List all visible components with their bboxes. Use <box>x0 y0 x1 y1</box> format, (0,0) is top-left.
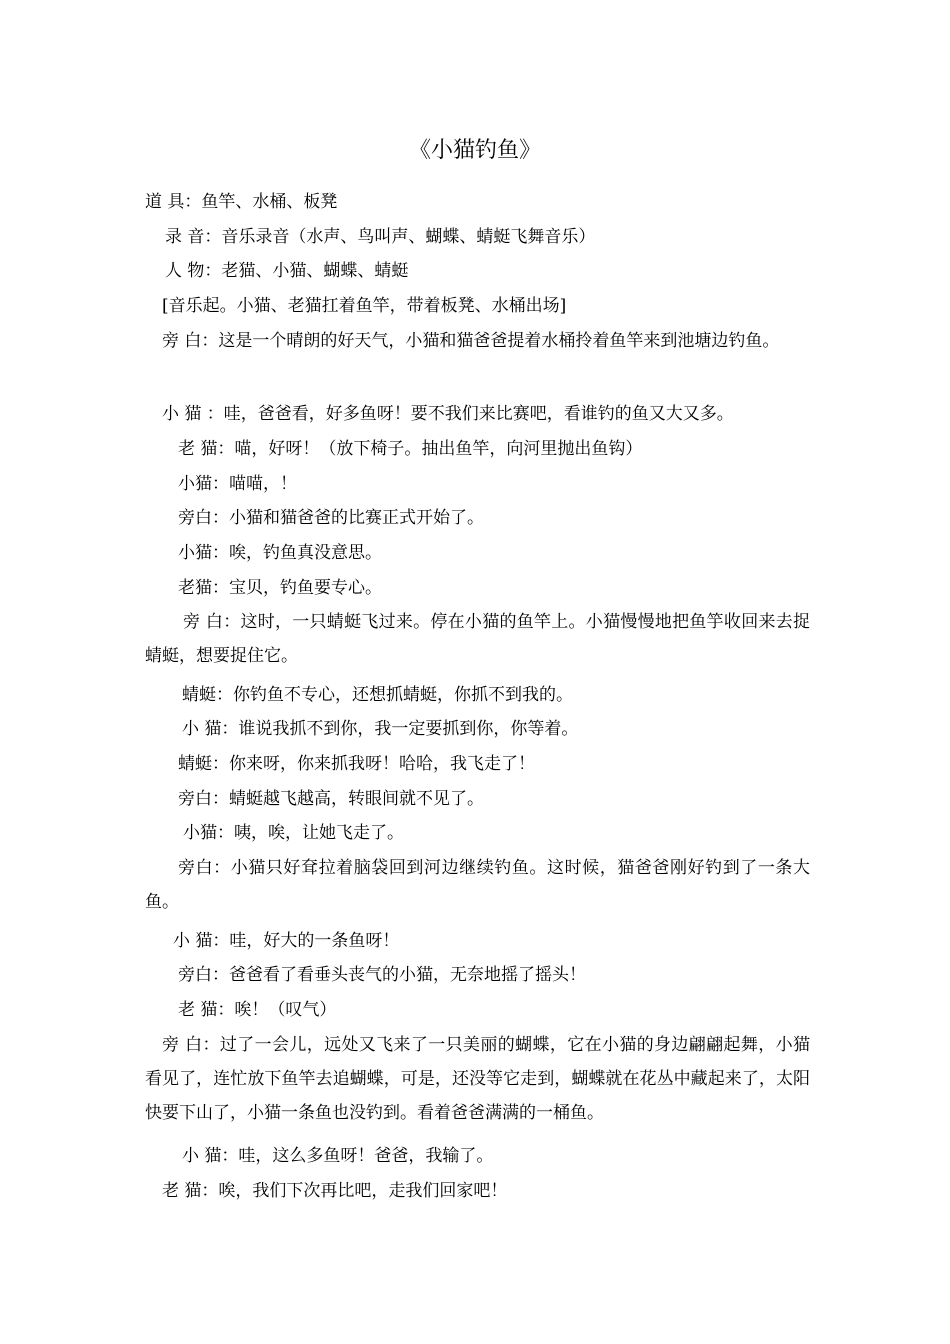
paragraph-narration-7: 旁 白：过了一会儿，远处又飞来了一只美丽的蝴蝶，它在小猫的身边翩翩起舞，小猫看见了，连忙放下鱼竿去追蝴蝶，可是，还没等它走到，蝴蝶就在花丛中藏起来了，太阳快要下山了，小猫一条鱼也没钓到。看着爸爸满满的一桶鱼。 <box>145 1035 810 1123</box>
paragraph-dialogue-8: 蜻蜓：你来呀，你来抓我呀！哈哈，我飞走了！ <box>178 754 535 774</box>
paragraph-dialogue-11: 老 猫：唉！（叹气） <box>178 1000 337 1020</box>
paragraph-dialogue-9: 小猫：咦，唉，让她飞走了。 <box>183 823 404 843</box>
paragraph-dialogue-12: 小 猫：哇，这么多鱼呀！爸爸，我输了。 <box>182 1146 494 1166</box>
paragraph-narration-1: 旁 白：这是一个晴朗的好天气，小猫和猫爸爸提着水桶拎着鱼竿来到池塘边钓鱼。 <box>162 331 780 351</box>
paragraph-dialogue-4: 小猫：唉，钓鱼真没意思。 <box>178 543 382 563</box>
paragraph-props: 道 具：鱼竿、水桶、板凳 <box>145 192 338 212</box>
paragraph-dialogue-13: 老 猫：唉，我们下次再比吧，走我们回家吧！ <box>162 1181 508 1201</box>
paragraph-dialogue-3: 小猫：喵喵，！ <box>178 474 297 494</box>
paragraph-dialogue-2: 老 猫：喵，好呀！（放下椅子。抽出鱼竿，向河里抛出鱼钩） <box>178 439 643 459</box>
paragraph-dialogue-10: 小 猫：哇，好大的一条鱼呀！ <box>173 931 400 951</box>
paragraph-narration-3: 旁 白：这时，一只蜻蜓飞过来。停在小猫的鱼竿上。小猫慢慢地把鱼竽收回来去捉蜻蜓，想要捉住它。 <box>145 612 810 666</box>
paragraph-dialogue-7: 小 猫：谁说我抓不到你，我一定要抓到你，你等着。 <box>182 719 579 739</box>
paragraph-dialogue-5: 老猫：宝贝，钓鱼要专心。 <box>178 578 382 598</box>
paragraph-dialogue-1: 小 猫 ：哇，爸爸看，好多鱼呀！要不我们来比赛吧，看谁钓的鱼又大又多。 <box>162 404 734 424</box>
paragraph-audio: 录 音：音乐录音（水声、鸟叫声、蝴蝶、蜻蜓飞舞音乐） <box>165 227 596 247</box>
paragraph-narration-5: 旁白：小猫只好耷拉着脑袋回到河边继续钓鱼。这时候，猫爸爸刚好钓到了一条大鱼。 <box>145 858 810 912</box>
paragraph-narration-2: 旁白：小猫和猫爸爸的比赛正式开始了。 <box>178 508 484 528</box>
paragraph-dialogue-6: 蜻蜓：你钓鱼不专心，还想抓蜻蜓，你抓不到我的。 <box>182 685 573 705</box>
paragraph-narration-6: 旁白：爸爸看了看垂头丧气的小猫，无奈地摇了摇头！ <box>178 965 586 985</box>
paragraph-narration-4: 旁白：蜻蜓越飞越高，转眼间就不见了。 <box>178 789 484 809</box>
paragraph-stage-direction: [音乐起。小猫、老猫扛着鱼竿，带着板凳、水桶出场] <box>162 296 567 316</box>
paragraph-characters: 人 物：老猫、小猫、蝴蝶、蜻蜓 <box>165 261 409 281</box>
document-title: 《小猫钓鱼》 <box>408 138 541 163</box>
